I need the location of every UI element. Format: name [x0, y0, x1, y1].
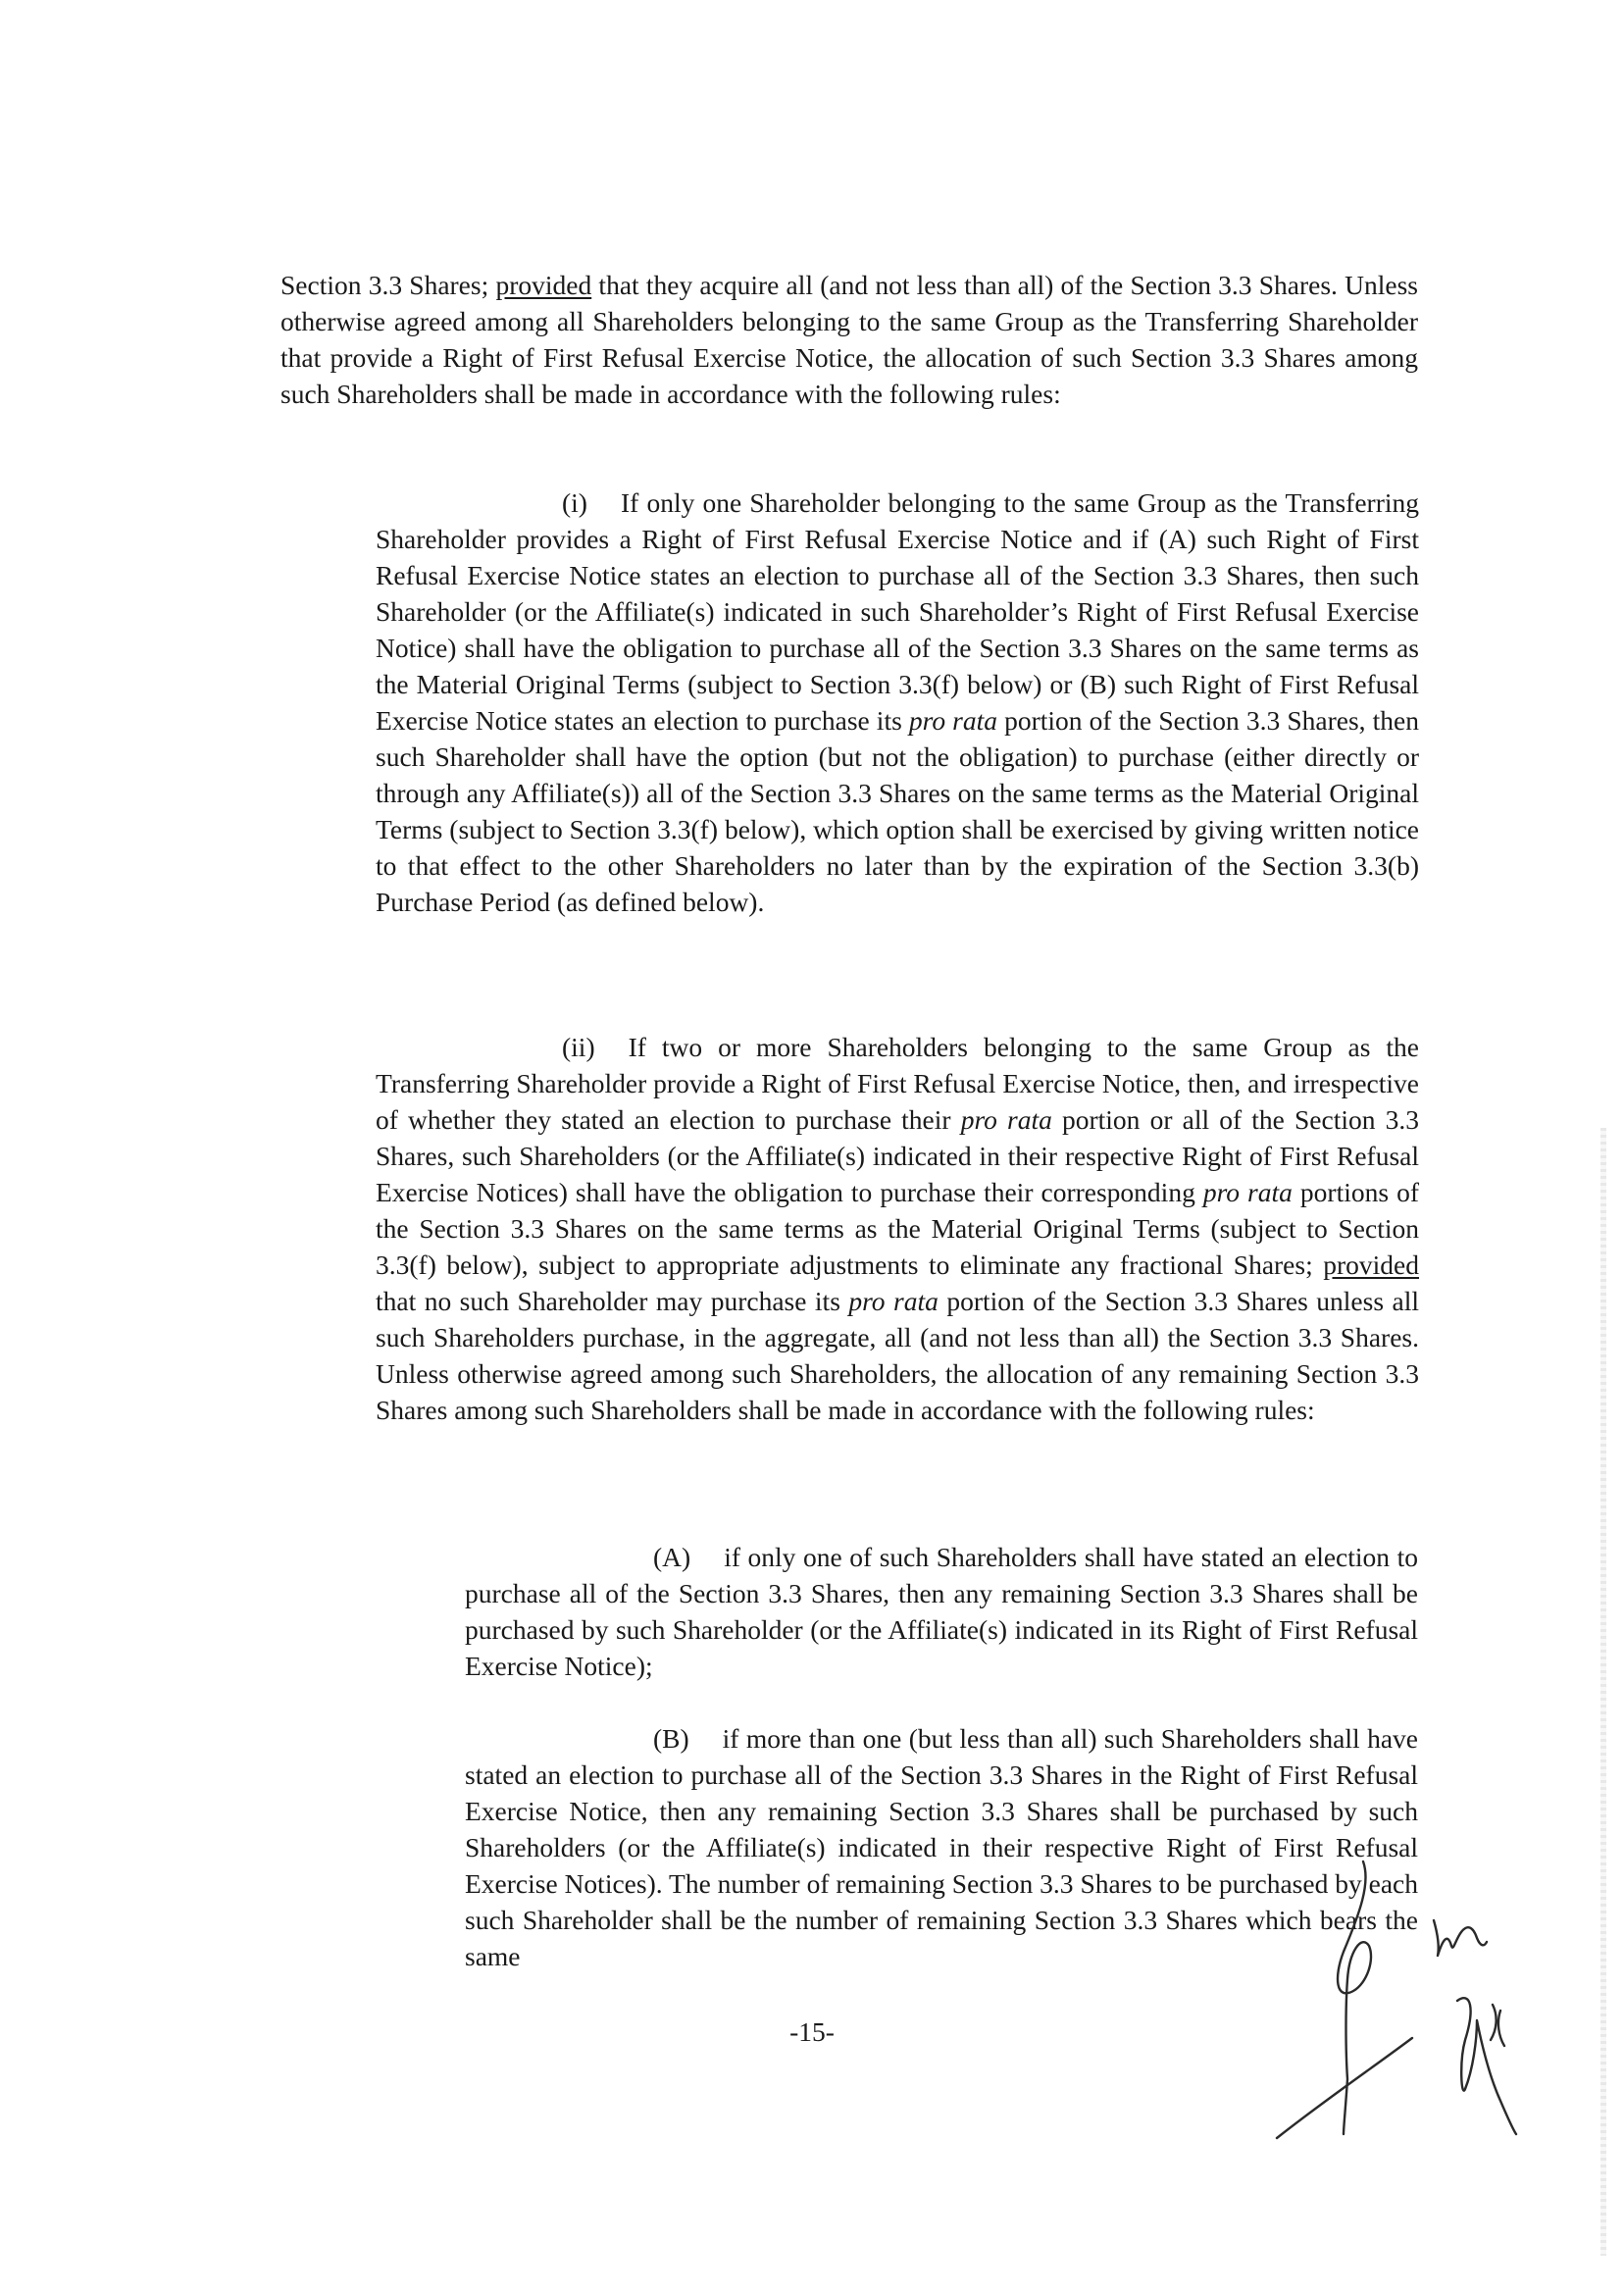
page-number: -15-: [789, 2016, 835, 2047]
clause-i-label: (i): [562, 487, 587, 518]
clause-A-text: if only one of such Shareholders shall have stated an election to purchase all of the Section 3.3 Shares, then any remaining Section 3.3 Shares shall be purchased by such Shareholder (or the Affiliate(s) indicated in its Right of First Refusal Exercise Notice);: [465, 1542, 1418, 1681]
clause-ii-paragraph: [376, 1029, 1419, 1428]
clause-ii-text-3: portions of the Section 3.3 Shares on the same terms as the Material Original Terms (subject to Section 3.3(f) below), subject to appropriate adjustments to eliminate any fractional Shares;: [376, 1177, 1419, 1280]
clause-i-text-2: portion of the Section 3.3 Shares, then such Shareholder shall have the option (but not the obligation) to purchase (either directly or through any Affiliate(s)) all of the Section 3.3 Shares on the same terms as the Material Original Terms (subject to Section 3.3(f) below), which option shall be exercised by giving written notice to that effect to the other Shareholders no later than by the expiration of the Section 3.3(b) Purchase Period (as defined below).: [376, 705, 1419, 917]
clause-ii-text-2: portion or all of the Section 3.3 Shares, such Shareholders (or the Affiliate(s) indicated in their respective Right of First Refusal Exercise Notices) shall have the obligation to purchase their corresponding: [376, 1104, 1419, 1207]
clause-ii-text-4: that no such Shareholder may purchase its: [376, 1286, 849, 1316]
clause-A-paragraph: [465, 1539, 1418, 1684]
scan-edge-artifact: [1600, 1128, 1606, 2256]
initials-stroke-1: [1434, 1920, 1487, 1956]
clause-ii-pro-rata-italic-1: pro rata: [960, 1104, 1052, 1135]
intro-text-1: Section 3.3 Shares;: [280, 270, 496, 300]
clause-ii-provided-underlined: provided: [1323, 1249, 1419, 1280]
clause-i-paragraph: [376, 484, 1419, 920]
clause-ii-text-5: portion of the Section 3.3 Shares unless all such Shareholders purchase, in the aggregate, all (and not less than all) the Section 3.3 Shares. Unless otherwise agreed among such Shareholders, the allocation of any remaining Section 3.3 Shares among such Shareholders shall be made in accordance with the following rules:: [376, 1286, 1419, 1425]
intro-text-2: that they acquire all (and not less than all) of the Section 3.3 Shares. Unless otherwise agreed among all Shareholders belonging to the same Group as the Transferring Shareholder that provide a Right of First Refusal Exercise Notice, the allocation of such Section 3.3 Shares among such Shareholders shall be made in accordance with the following rules:: [280, 270, 1418, 409]
initials-stroke-5: [1491, 2005, 1504, 2046]
clause-ii-label: (ii): [562, 1032, 595, 1062]
clause-ii-pro-rata-italic-2: pro rata: [1202, 1177, 1293, 1207]
clause-ii-pro-rata-italic-3: pro rata: [848, 1286, 939, 1316]
intro-paragraph: [280, 267, 1418, 412]
clause-ii-text-1: If two or more Shareholders belonging to the same Group as the Transferring Shareholder provide a Right of First Refusal Exercise Notice, then, and irrespective of whether they stated an election to purchase their: [376, 1032, 1419, 1135]
clause-B-text: if more than one (but less than all) such Shareholders shall have stated an election to purchase all of the Section 3.3 Shares in the Right of First Refusal Exercise Notice, then any remaining Section 3.3 Shares shall be purchased by such Shareholders (or the Affiliate(s) indicated in their respective Right of First Refusal Exercise Notices). The number of remaining Section 3.3 Shares to be purchased by each such Shareholder shall be the number of remaining Section 3.3 Shares which bears the same: [465, 1723, 1418, 1971]
clause-i-text-1: If only one Shareholder belonging to the same Group as the Transferring Shareholder provides a Right of First Refusal Exercise Notice and if (A) such Right of First Refusal Exercise Notice states an election to purchase all of the Section 3.3 Shares, then such Shareholder (or the Affiliate(s) indicated in such Shareholder’s Right of First Refusal Exercise Notice) shall have the obligation to purchase all of the Section 3.3 Shares on the same terms as the Material Original Terms (subject to Section 3.3(f) below) or (B) such Right of First Refusal Exercise Notice states an election to purchase its: [376, 487, 1419, 736]
initials-stroke-2: [1338, 1861, 1371, 2134]
intro-provided-underlined: provided: [495, 270, 592, 300]
clause-i-pro-rata-italic: pro rata: [908, 705, 998, 736]
handwritten-initials: [1265, 1844, 1559, 2256]
clause-A-label: (A): [653, 1542, 691, 1572]
clause-B-label: (B): [653, 1723, 689, 1754]
initials-stroke-4: [1457, 1998, 1516, 2134]
